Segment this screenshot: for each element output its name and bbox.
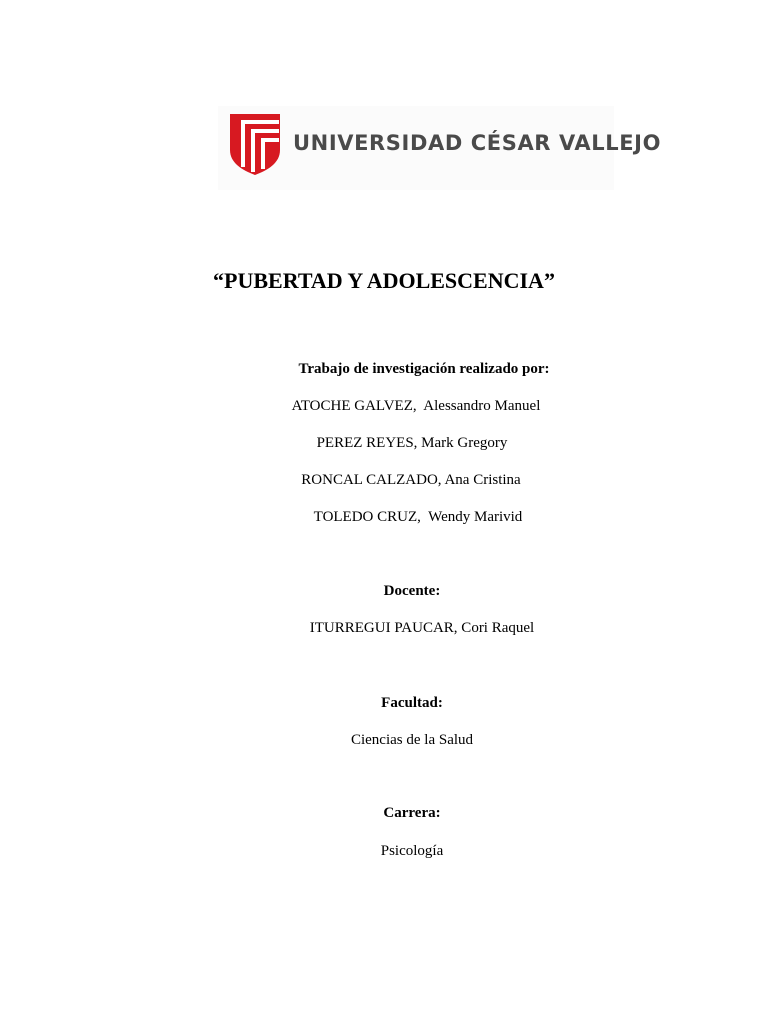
- teacher-name: ITURREGUI PAUCAR, Cori Raquel: [309, 620, 535, 636]
- author-item: RONCAL CALZADO, Ana Cristina: [301, 472, 521, 488]
- author-item: ATOCHE GALVEZ, Alessandro Manuel: [291, 398, 541, 414]
- author-item: PEREZ REYES, Mark Gregory: [316, 435, 508, 451]
- university-shield-icon: [230, 114, 282, 176]
- teacher-heading: Docente:: [383, 583, 441, 599]
- faculty-name: Ciencias de la Salud: [350, 732, 474, 748]
- document-title: “PUBERTAD Y ADOLESCENCIA”: [213, 268, 555, 293]
- career-heading: Carrera:: [383, 805, 441, 821]
- author-item: TOLEDO CRUZ, Wendy Marivid: [313, 509, 523, 525]
- career-name: Psicología: [380, 843, 444, 859]
- university-wordmark: UNIVERSIDAD CÉSAR VALLEJO: [293, 131, 662, 155]
- faculty-heading: Facultad:: [381, 695, 443, 711]
- university-logo: [218, 106, 662, 190]
- authors-heading: Trabajo de investigación realizado por:: [298, 361, 550, 377]
